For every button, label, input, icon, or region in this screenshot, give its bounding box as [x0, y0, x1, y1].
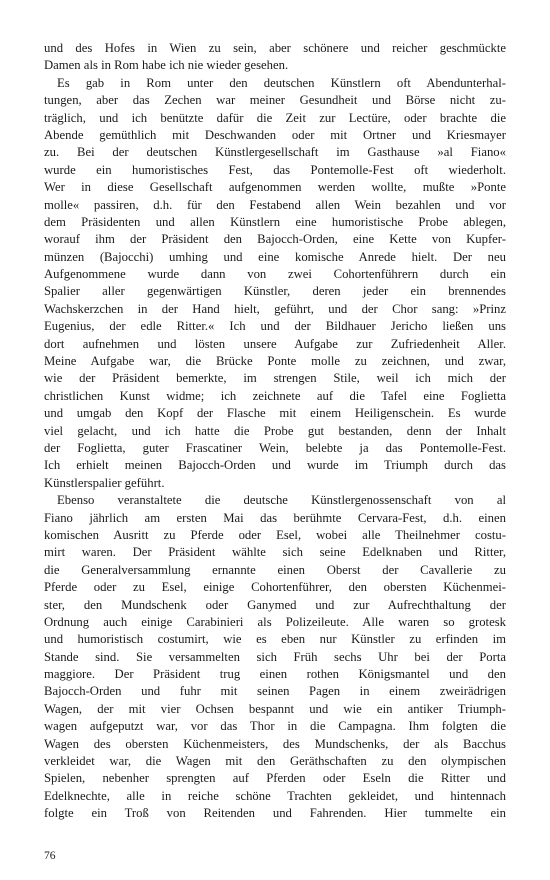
- text-line: Stande sind. Sie versammelten sich Früh sechs Uhr bei der Porta: [44, 649, 506, 664]
- text-line: tungen, aber das Zechen war meiner Gesundheit und Börse nicht zu-: [44, 93, 506, 108]
- body-text: [44, 40, 506, 823]
- text-line: Eugenius, der edle Ritter.« Ich und der Bildhauer Jericho ließen uns: [44, 319, 506, 334]
- text-line: christlichen Kunst widme; ich zeichnete auf die Tafel eine Foglietta: [44, 388, 506, 403]
- text-line: Aufgenommene wurde dann von zwei Cohortenführern durch ein: [44, 267, 506, 282]
- text-line: Pferde oder zu Esel, einige Cohortenführer, den obersten Küchenmei-: [44, 580, 506, 595]
- text-line: münzen (Bajocchi) umhing und eine komische Anrede hielt. Der neu: [44, 249, 506, 264]
- text-line: wie der Präsident bemerkte, im strengen Stile, weil ich mich der: [44, 371, 506, 386]
- text-line: komischen Ausritt zu Pferde oder Esel, wobei alle Theilnehmer costu-: [44, 527, 506, 542]
- text-line: und humoristisch costumirt, wie es eben nur Künstler zu erfinden im: [44, 632, 506, 647]
- text-line: maggiore. Der Präsident trug einen rothen Königsmantel und den: [44, 667, 506, 682]
- text-line: Ebenso veranstaltete die deutsche Künstlergenossenschaft von al: [57, 493, 506, 508]
- text-line: Bajocch-Orden und fuhr mit seinen Pagen in einem zweirädrigen: [44, 684, 506, 699]
- text-line: träglich, und ich benützte dafür die Zeit zur Lectüre, oder brachte die: [44, 110, 506, 125]
- text-line: Damen als in Rom habe ich nie wieder gesehen.: [44, 58, 289, 73]
- text-line: verkleidet war, die Wagen mit den Geräthschaften zu den olympischen: [44, 754, 506, 769]
- text-line: zu. Bei der deutschen Künstlergesellschaft im Gasthause »al Fiano«: [44, 145, 506, 160]
- text-line: Ordnung auch einige Carabinieri als Polizeileute. Alle waren so grotesk: [44, 614, 506, 629]
- text-line: Abende gemüthlich mit Deschwanden oder mit Ortner und Kriesmayer: [44, 127, 506, 142]
- text-line: worauf ihm der Präsident den Bajocch-Orden, eine Kette von Kupfer-: [44, 232, 506, 247]
- text-line: dort aufnehmen und lösten unsere Aufgabe zur Zufriedenheit Aller.: [44, 336, 506, 351]
- paragraph: [44, 75, 506, 492]
- text-line: Wagen, der mit vier Ochsen bespannt und wie ein antiker Triumph-: [44, 701, 506, 716]
- text-line: wagen aufgeputzt war, vor das Thor in die Campagna. Ihm folgten die: [44, 719, 506, 734]
- text-line: Fiano jährlich am ersten Mai das berühmte Cervara-Fest, d.h. einen: [44, 510, 506, 525]
- paragraph: [44, 492, 506, 822]
- text-line: folgte ein Troß von Reitenden und Fahrenden. Hier tummelte ein: [44, 806, 506, 821]
- text-line: Wagen des obersten Küchenmeisters, des Mundschenks, der als Bacchus: [44, 736, 506, 751]
- text-line: viel gelacht, und ich hatte die Probe gut bestanden, denn der Inhalt: [44, 423, 506, 438]
- text-line: wurde ein humoristisches Fest, das Pontemolle-Fest oft wiederholt.: [44, 162, 506, 177]
- text-line: die Generalversammlung ernannte einen Oberst der Cavallerie zu: [44, 562, 506, 577]
- text-line: der Foglietta, guter Frascatiner Wein, belebte ja das Pontemolle-Fest.: [44, 440, 506, 455]
- paragraph: [44, 40, 506, 75]
- text-line: molle« passiren, d.h. für den Festabend allen Wein bezahlen und vor: [44, 197, 506, 212]
- page-number: 76: [44, 850, 56, 862]
- text-line: Es gab in Rom unter den deutschen Künstlern oft Abendunterhal-: [57, 75, 506, 90]
- text-line: Spielen, nebenher sprengten auf Pferden oder Eseln die Ritter und: [44, 771, 506, 786]
- text-line: Meine Aufgabe war, die Brücke Ponte molle zu zeichnen, und zwar,: [44, 354, 506, 369]
- text-line: Ich erhielt meinen Bajocch-Orden und wurde im Triumph durch das: [44, 458, 506, 473]
- text-line: und des Hofes in Wien zu sein, aber schönere und reicher geschmückte: [44, 41, 506, 55]
- text-line: und umgab den Kopf der Flasche mit einem Heiligenschein. Es wurde: [44, 406, 506, 421]
- text-line: Wer in diese Gesellschaft aufgenommen werden wollte, mußte »Ponte: [44, 180, 506, 195]
- text-line: Wachskerzchen in der Hand hielt, geführt, und der Chor sang: »Prinz: [44, 301, 506, 316]
- text-line: ster, den Mundschenk oder Ganymed und zur Aufrechthaltung der: [44, 597, 506, 612]
- text-line: mirt waren. Der Präsident wählte sich seine Edelknaben und Ritter,: [44, 545, 506, 560]
- text-line: Künstlerspalier geführt.: [44, 475, 165, 490]
- text-line: Edelknechte, alle in reiche schöne Trachten gekleidet, und hintennach: [44, 788, 506, 803]
- text-line: dem Präsidenten und allen Künstlern eine humoristische Probe ablegen,: [44, 214, 506, 229]
- text-line: Spalier aller gegenwärtigen Künstler, deren jeder ein brennendes: [44, 284, 506, 299]
